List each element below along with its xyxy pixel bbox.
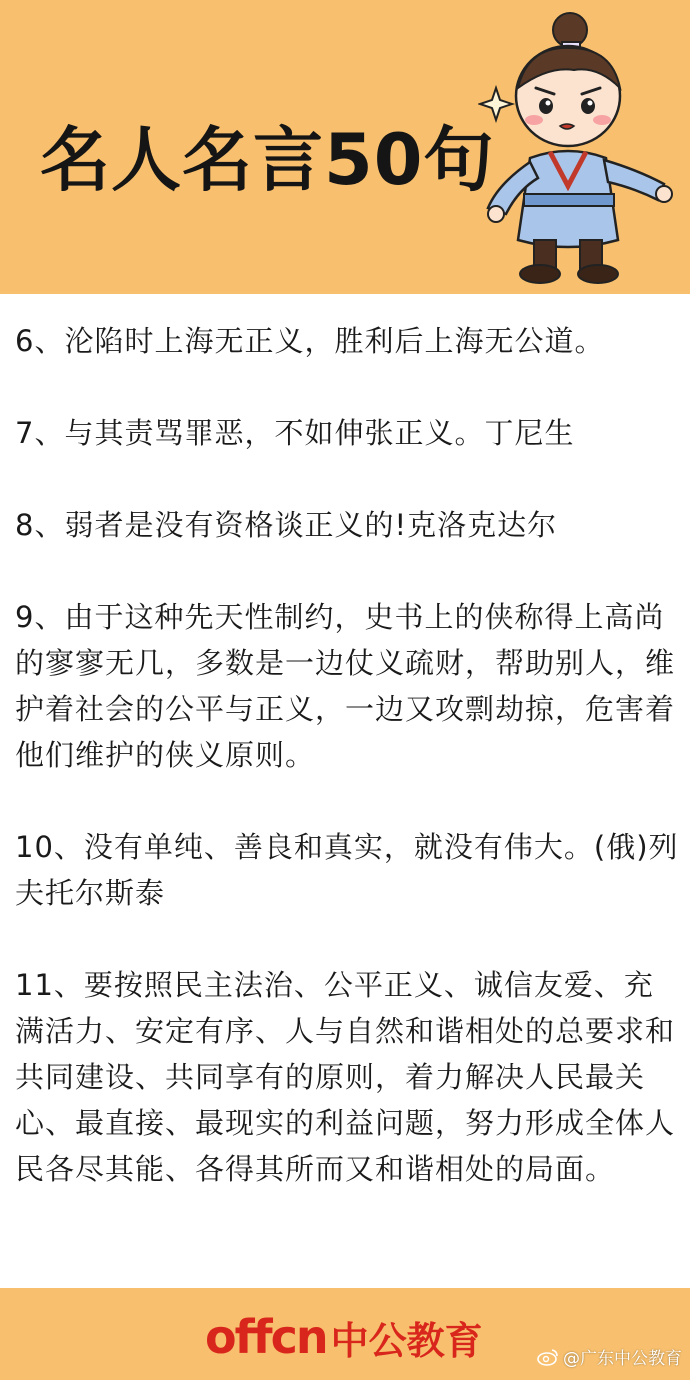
weibo-icon <box>537 1348 559 1366</box>
quote-item: 6、沦陷时上海无正义，胜利后上海无公道。 <box>15 324 605 358</box>
page-title: 名人名言50句 <box>40 119 495 201</box>
weibo-watermark <box>537 1344 682 1369</box>
footer-banner <box>0 1288 690 1380</box>
sparkle-icon <box>480 88 512 120</box>
quote-item: 8、弱者是没有资格谈正义的!克洛克达尔 <box>15 508 558 542</box>
logo-latin-text: offcn <box>205 1310 327 1364</box>
watermark-text: @广东中公教育 <box>563 1349 682 1369</box>
logo-chinese-text: 中公教育 <box>330 1318 483 1363</box>
quote-item: 7、与其责骂罪恶，不如伸张正义。丁尼生 <box>15 416 575 450</box>
quote-list <box>15 318 680 1238</box>
mascot-illustration <box>478 8 678 290</box>
quote-item: 11、要按照民主法治、公平正义、诚信友爱、充满活力、安定有序、人与自然和谐相处的总要求和共同建设、共同享有的原则，着力解决人民最关心、最直接、最现实的利益问题，努力形成全体人民各尽其能、各得其所而又和谐相处的局面。 <box>15 968 676 1186</box>
header-banner <box>0 0 690 294</box>
quote-item: 10、没有单纯、善良和真实，就没有伟大。(俄)列夫托尔斯泰 <box>15 830 679 910</box>
offcn-logo <box>205 1302 483 1372</box>
quote-item: 9、由于这种先天性制约，史书上的侠称得上高尚的寥寥无几，多数是一边仗义疏财，帮助别人，维护着社会的公平与正义，一边又攻剽劫掠，危害着他们维护的侠义原则。 <box>15 600 676 772</box>
